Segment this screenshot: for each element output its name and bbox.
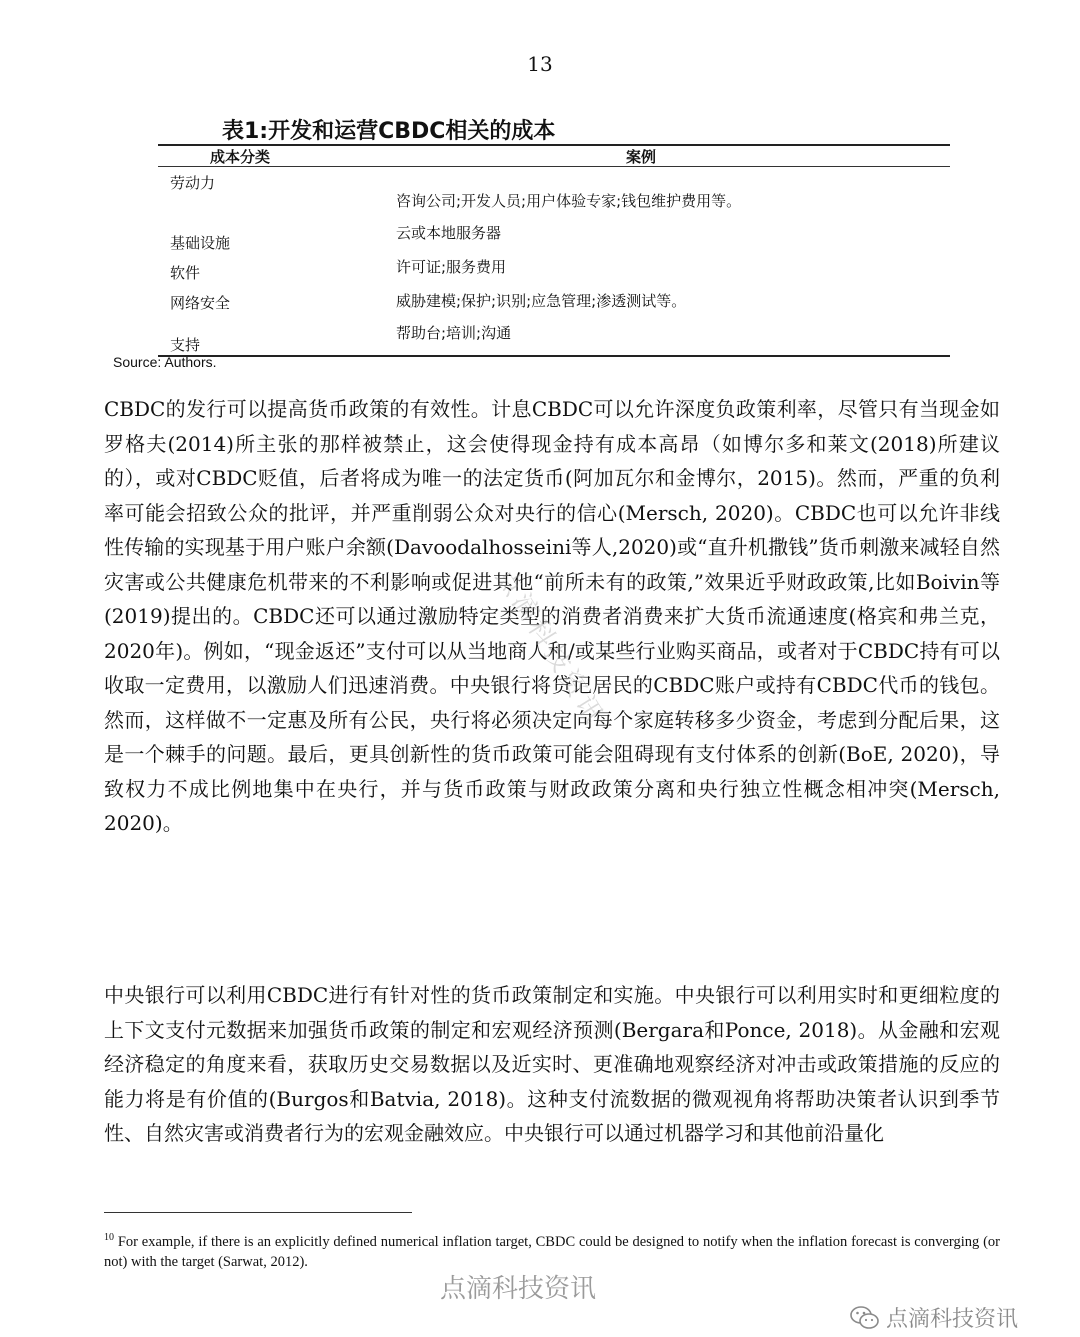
cost-table [158, 144, 950, 357]
row-category: 网络安全 [170, 294, 231, 312]
row-category: 软件 [170, 264, 201, 282]
header-example: 案例 [626, 148, 657, 166]
row-example: 云或本地服务器 [396, 224, 502, 242]
row-example: 咨询公司;开发人员;用户体验专家;钱包维护费用等。 [396, 192, 742, 210]
row-example: 威胁建模;保护;识别;应急管理;渗透测试等。 [396, 292, 687, 310]
table-header-row [158, 146, 950, 167]
wechat-label: 点滴科技资讯 [886, 1307, 1019, 1332]
page-number: 13 [527, 52, 553, 76]
diagonal-watermark: 点滴科技资讯 [489, 563, 611, 732]
footnote-marker: 10 [104, 1232, 114, 1243]
row-example: 帮助台;培训;沟通 [396, 324, 512, 342]
header-category: 成本分类 [210, 148, 271, 166]
row-example: 许可证;服务费用 [396, 258, 507, 276]
body-paragraph: CBDC的发行可以提高货币政策的有效性。计息CBDC可以允许深度负政策利率，尽管只有当现金如罗格夫(2014)所主张的那样被禁止，这会使得现金持有成本高昂（如博尔多和莱文(2018)所建议的），或对CBDC贬值，后者将成为唯一的法定货币(阿加瓦尔和金博尔，2015)。然而，严重的负利率可能会招致公众的批评，并严重削弱公众对央行的信心(Mersch, 2020)。CBDC也可以允许非线性传输的实现基于用户账户余额(Davoodalhosseini等人,2020)或“直升机撒钱”货币刺激来减轻自然灾害或公共健康危机带来的不利影响或促进其他“前所未有的政策,”效果近乎财政政策,比如Boivin等(2019)提出的。CBDC还可以通过激励特定类型的消费者消费来扩大货币流通速度(格宾和弗兰克，2020年)。例如，“现金返还”支付可以从当地商人和/或某些行业购买商品，或者对于CBDC持有可以收取一定费用，以激励人们迅速消费。中央银行将贷记居民的CBDC账户或持有CBDC代币的钱包。然而，这样做不一定惠及所有公民，央行将必须决定向每个家庭转移多少资金，考虑到分配后果，这是一个棘手的问题。最后，更具创新性的货币政策可能会阻碍现有支付体系的创新(BoE, 2020)，导致权力不成比例地集中在央行，并与货币政策与财政政策分离和央行独立性概念相冲突(Mersch, 2020)。 [104, 397, 1000, 835]
footnote [104, 1228, 1000, 1272]
body-paragraph: 中央银行可以利用CBDC进行有针对性的货币政策制定和实施。中央银行可以利用实时和更细粒度的上下文支付元数据来加强货币政策的制定和宏观经济预测(Bergara和Ponce, 2018)。从金融和宏观经济稳定的角度来看，获取历史交易数据以及近实时、更准确地观察经济对冲击或政策措施的反应的能力将是有价值的(Burgos和Batvia, 2018)。这种支付流数据的微观视角将帮助决策者认识到季节性、自然灾害或消费者行为的宏观金融效应。中央银行可以通过机器学习和其他前沿量化 [104, 983, 1000, 1145]
table-source: Source: Authors. [113, 354, 217, 370]
row-category: 支持 [170, 336, 201, 354]
row-category: 劳动力 [170, 174, 216, 192]
footnote-text: For example, if there is an explicitly defined numerical inflation target, CBDC could be designed to notify when the inflation forecast is converging (or not) with the target (Sarwat, 2012). [104, 1233, 1000, 1270]
wechat-watermark [850, 1302, 1018, 1333]
wechat-icon [850, 1305, 880, 1331]
bottom-watermark: 点滴科技资讯 [440, 1274, 597, 1304]
table-title: 表1:开发和运营CBDC相关的成本 [222, 119, 556, 144]
row-category: 基础设施 [170, 234, 231, 252]
footnote-divider [104, 1212, 412, 1213]
